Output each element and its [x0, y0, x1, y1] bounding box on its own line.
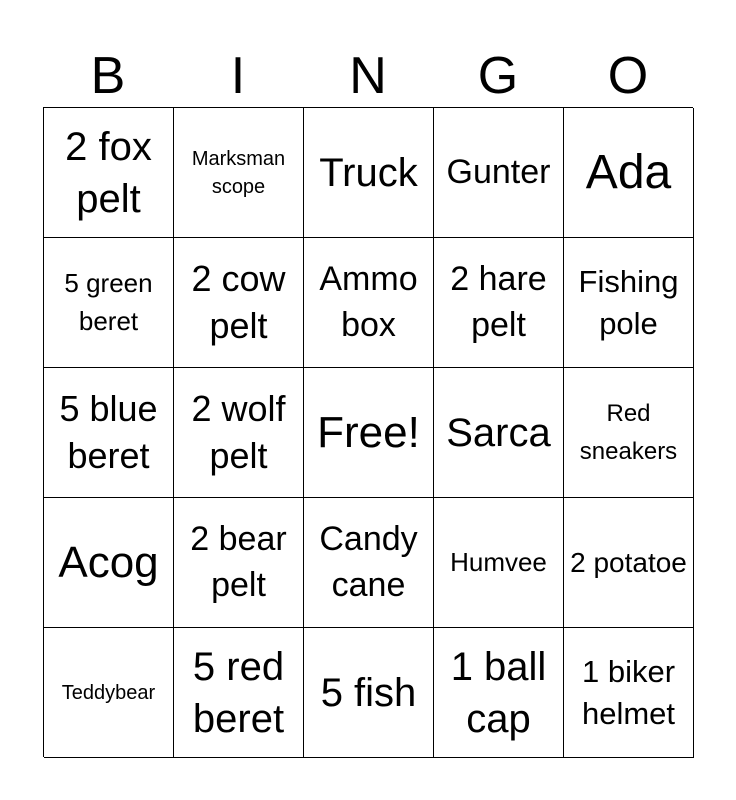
cell-text: Truck	[319, 150, 418, 195]
cell-text: Gunter	[446, 152, 551, 191]
cell-text: 2 wolf pelt	[191, 387, 286, 476]
cell-text: 2 potatoe	[570, 546, 687, 578]
bingo-cell-r5c3[interactable]	[304, 628, 434, 758]
cell-text: 2 fox pelt	[65, 124, 152, 221]
bingo-board	[43, 107, 693, 757]
bingo-cell-r3c4[interactable]	[434, 368, 564, 498]
cell-text: Sarca	[446, 410, 551, 455]
cell-text: Red sneakers	[579, 400, 678, 465]
cell-text: Free!	[317, 407, 420, 457]
cell-text: Marksman scope	[191, 147, 286, 198]
header-letter-b: B	[90, 47, 126, 105]
bingo-cell-r4c3[interactable]	[304, 498, 434, 628]
bingo-cell-r3c5[interactable]	[564, 368, 694, 498]
bingo-cell-r5c4[interactable]	[434, 628, 564, 758]
cell-text: Ammo box	[319, 259, 418, 344]
bingo-cell-r4c2[interactable]	[174, 498, 304, 628]
cell-text: 1 ball cap	[450, 644, 547, 741]
cell-text: 2 hare pelt	[450, 259, 547, 344]
bingo-cell-r3c2[interactable]	[174, 368, 304, 498]
bingo-header	[43, 44, 693, 108]
bingo-cell-r2c3[interactable]	[304, 238, 434, 368]
bingo-cell-r4c1[interactable]	[44, 498, 174, 628]
bingo-cell-r5c1[interactable]	[44, 628, 174, 758]
cell-text: 5 red beret	[192, 644, 285, 741]
bingo-cell-r5c5[interactable]	[564, 628, 694, 758]
cell-text: Teddybear	[61, 681, 156, 704]
bingo-cell-r1c1[interactable]	[44, 108, 174, 238]
bingo-cell-r2c4[interactable]	[434, 238, 564, 368]
bingo-cell-r2c2[interactable]	[174, 238, 304, 368]
cell-text: 5 blue beret	[59, 387, 158, 476]
cell-text: 2 bear pelt	[190, 519, 287, 604]
cell-text: Fishing pole	[578, 263, 679, 341]
cell-text: Candy cane	[319, 519, 418, 604]
bingo-cell-r1c5[interactable]	[564, 108, 694, 238]
bingo-cell-r1c4[interactable]	[434, 108, 564, 238]
bingo-cell-r5c2[interactable]	[174, 628, 304, 758]
bingo-cell-r4c5[interactable]	[564, 498, 694, 628]
cell-text: 2 cow pelt	[191, 257, 286, 346]
header-letter-n: N	[349, 47, 387, 105]
cell-text: Acog	[58, 537, 159, 587]
bingo-cell-r2c5[interactable]	[564, 238, 694, 368]
bingo-cell-r3c1[interactable]	[44, 368, 174, 498]
bingo-cell-r1c2[interactable]	[174, 108, 304, 238]
cell-text: 5 green beret	[64, 267, 153, 336]
header-letter-i: I	[230, 47, 246, 105]
cell-text: Ada	[585, 145, 672, 199]
bingo-cell-r1c3[interactable]	[304, 108, 434, 238]
bingo-cell-r4c4[interactable]	[434, 498, 564, 628]
bingo-cell-r2c1[interactable]	[44, 238, 174, 368]
cell-text: 1 biker helmet	[581, 653, 676, 731]
cell-text: 5 fish	[320, 670, 417, 715]
cell-text: Humvee	[450, 546, 547, 577]
header-letter-o: O	[607, 47, 649, 105]
header-letter-g: G	[477, 47, 519, 105]
bingo-cell-r3c3[interactable]	[304, 368, 434, 498]
